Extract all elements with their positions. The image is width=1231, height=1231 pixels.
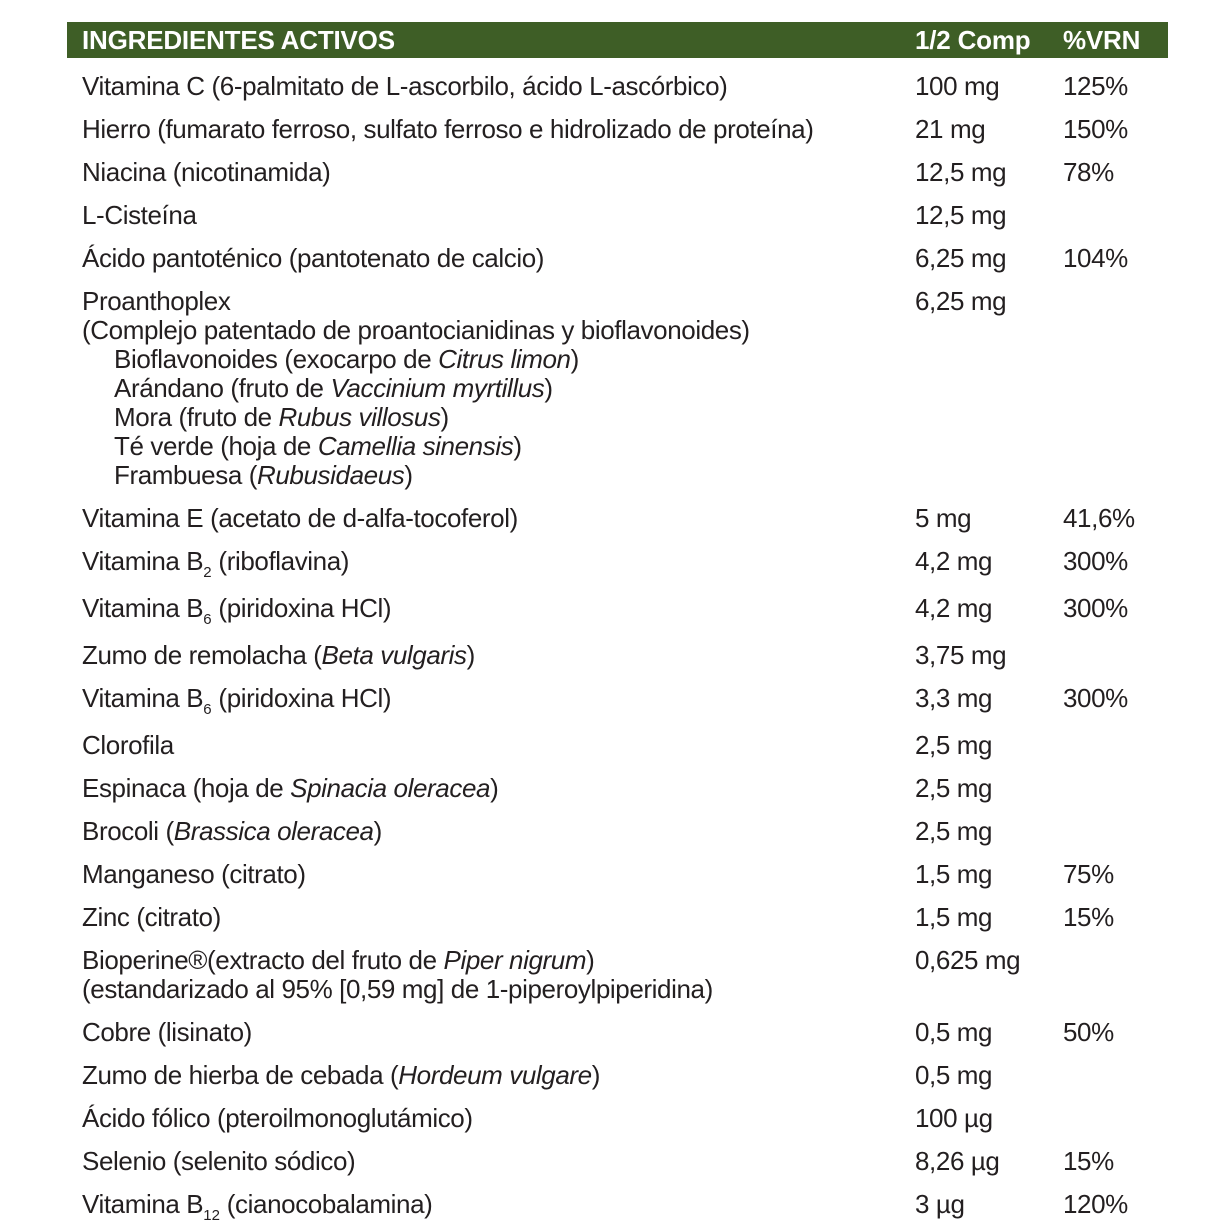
name-text: (riboflavina) <box>211 546 350 576</box>
vrn-cell: 300% <box>1063 546 1128 576</box>
latin-name: Spinacia oleracea <box>290 773 491 803</box>
amount-cell: 4,2 mg <box>915 593 993 623</box>
name-text: (piridoxina HCl) <box>211 593 392 623</box>
name-text: Té verde (hoja de <box>114 431 318 461</box>
table-row <box>67 1190 1168 1223</box>
table-row <box>67 641 1168 670</box>
name-line <box>82 244 915 273</box>
name-text: Manganeso (citrato) <box>82 859 306 889</box>
table-row <box>67 115 1168 144</box>
name-text: (piridoxina HCl) <box>211 683 392 713</box>
header-title: INGREDIENTES ACTIVOS <box>82 24 395 55</box>
latin-name: Citrus limon <box>438 344 571 374</box>
table-row <box>67 946 1168 1004</box>
ingredient-name <box>82 817 915 846</box>
name-text: ) <box>466 640 475 670</box>
amount-cell: 21 mg <box>915 114 986 144</box>
table-row <box>67 1147 1168 1176</box>
amount-cell: 2,5 mg <box>915 816 993 846</box>
name-text: Clorofila <box>82 730 174 760</box>
name-line <box>82 1147 915 1176</box>
name-line <box>82 774 915 803</box>
name-line <box>82 316 915 345</box>
vrn-cell: 41,6% <box>1063 503 1135 533</box>
name-line <box>82 731 915 760</box>
subscript: 2 <box>203 564 212 581</box>
ingredient-name <box>82 244 915 273</box>
amount-cell: 6,25 mg <box>915 243 1007 273</box>
vrn-cell: 78% <box>1063 157 1114 187</box>
name-text: (cianocobalamina) <box>219 1189 433 1219</box>
ingredient-name <box>82 946 915 1004</box>
name-line <box>82 903 915 932</box>
vrn-cell: 104% <box>1063 243 1128 273</box>
table-row <box>67 504 1168 533</box>
name-text: Vitamina B <box>82 546 204 576</box>
amount-cell: 6,25 mg <box>915 286 1007 316</box>
vrn-cell: 120% <box>1063 1189 1128 1219</box>
amount-cell: 1,5 mg <box>915 902 993 932</box>
vrn-cell: 300% <box>1063 593 1128 623</box>
name-text: Proanthoplex <box>82 286 231 316</box>
latin-name: Rubusidaeus <box>256 460 405 490</box>
subscript: 6 <box>203 611 212 628</box>
table-row <box>67 72 1168 101</box>
name-text: Selenio (selenito sódico) <box>82 1146 356 1176</box>
amount-cell: 100 mg <box>915 71 1000 101</box>
name-line <box>82 461 915 490</box>
table-row <box>67 1018 1168 1047</box>
name-line <box>82 374 915 403</box>
table-body <box>67 72 1168 1223</box>
name-line <box>82 287 915 316</box>
vrn-cell: 75% <box>1063 859 1114 889</box>
name-line <box>82 345 915 374</box>
vrn-cell: 150% <box>1063 114 1128 144</box>
name-text: Bioflavonoides (exocarpo de <box>114 344 439 374</box>
name-line <box>82 946 915 975</box>
ingredient-name <box>82 1147 915 1176</box>
vrn-cell: 125% <box>1063 71 1128 101</box>
name-text: Vitamina B <box>82 683 204 713</box>
table-row <box>67 860 1168 889</box>
table-row <box>67 1104 1168 1133</box>
amount-cell: 3,75 mg <box>915 640 1007 670</box>
amount-cell: 100 µg <box>915 1103 993 1133</box>
name-line <box>82 641 915 670</box>
name-text: Zinc (citrato) <box>82 902 221 932</box>
amount-cell: 5 mg <box>915 503 972 533</box>
table-row <box>67 158 1168 187</box>
name-line <box>82 1061 915 1090</box>
vrn-cell: 50% <box>1063 1017 1114 1047</box>
name-line <box>82 158 915 187</box>
amount-cell: 1,5 mg <box>915 859 993 889</box>
subscript: 12 <box>203 1207 220 1224</box>
ingredient-name <box>82 860 915 889</box>
name-text: ) <box>544 373 553 403</box>
table-row <box>67 731 1168 760</box>
table-row <box>67 684 1168 717</box>
vrn-cell: 300% <box>1063 683 1128 713</box>
name-text: Vitamina B <box>82 593 204 623</box>
name-line <box>82 547 915 580</box>
ingredient-name <box>82 287 915 490</box>
header-col-vrn: %VRN <box>1063 24 1141 55</box>
table-row <box>67 903 1168 932</box>
table-row <box>67 817 1168 846</box>
amount-cell: 4,2 mg <box>915 546 993 576</box>
name-text: Brocoli ( <box>82 816 174 846</box>
name-line <box>82 403 915 432</box>
name-text: Vitamina C (6-palmitato de L-ascorbilo, ácido L-ascórbico) <box>82 71 728 101</box>
latin-name: Beta vulgaris <box>321 640 467 670</box>
latin-name: Camellia sinensis <box>317 431 514 461</box>
name-text: ) <box>586 945 595 975</box>
name-text: Ácido fólico (pteroilmonoglutámico) <box>82 1103 473 1133</box>
name-text: ) <box>404 460 413 490</box>
name-text: (Complejo patentado de proantocianidinas y bioflavonoides) <box>82 315 750 345</box>
name-line <box>82 1018 915 1047</box>
amount-cell: 2,5 mg <box>915 730 993 760</box>
name-text: Mora (fruto de <box>114 402 279 432</box>
latin-name: Brassica oleracea <box>173 816 374 846</box>
header-col-amount: 1/2 Comp <box>915 24 1031 55</box>
ingredient-name <box>82 547 915 580</box>
name-text: (estandarizado al 95% [0,59 mg] de 1-piperoylpiperidina) <box>82 974 713 1004</box>
amount-cell: 8,26 µg <box>915 1146 1000 1176</box>
table-row <box>67 594 1168 627</box>
table-row <box>67 1061 1168 1090</box>
ingredient-name <box>82 594 915 627</box>
latin-name: Rubus villosus <box>278 402 441 432</box>
ingredient-name <box>82 1061 915 1090</box>
table-row <box>67 287 1168 490</box>
name-line <box>82 860 915 889</box>
name-text: Frambuesa ( <box>114 460 257 490</box>
ingredient-name <box>82 1104 915 1133</box>
name-text: Cobre (lisinato) <box>82 1017 252 1047</box>
latin-name: Hordeum vulgare <box>398 1060 592 1090</box>
ingredient-name <box>82 903 915 932</box>
amount-cell: 2,5 mg <box>915 773 993 803</box>
table-header <box>67 22 1168 58</box>
name-text: ) <box>373 816 382 846</box>
subscript: 6 <box>203 701 212 718</box>
amount-cell: 3,3 mg <box>915 683 993 713</box>
ingredient-name <box>82 684 915 717</box>
name-line <box>82 594 915 627</box>
ingredient-name <box>82 158 915 187</box>
name-text: Ácido pantoténico (pantotenato de calcio) <box>82 243 545 273</box>
name-line <box>82 1104 915 1133</box>
name-line <box>82 684 915 717</box>
name-text: Vitamina B <box>82 1189 204 1219</box>
ingredient-name <box>82 774 915 803</box>
table-row <box>67 547 1168 580</box>
ingredient-name <box>82 504 915 533</box>
name-line <box>82 504 915 533</box>
amount-cell: 3 µg <box>915 1189 965 1219</box>
amount-cell: 0,5 mg <box>915 1060 993 1090</box>
name-line <box>82 817 915 846</box>
name-text: L-Cisteína <box>82 200 197 230</box>
vrn-cell: 15% <box>1063 902 1114 932</box>
latin-name: Piper nigrum <box>443 945 587 975</box>
name-line <box>82 1190 915 1223</box>
table-row <box>67 201 1168 230</box>
name-line <box>82 72 915 101</box>
name-text: Zumo de hierba de cebada ( <box>82 1060 399 1090</box>
name-text: Zumo de remolacha ( <box>82 640 322 670</box>
name-line <box>82 115 915 144</box>
amount-cell: 12,5 mg <box>915 200 1007 230</box>
name-text: Bioperine®(extracto del fruto de <box>82 945 444 975</box>
name-text: Hierro (fumarato ferroso, sulfato ferroso e hidrolizado de proteína) <box>82 114 814 144</box>
ingredient-name <box>82 201 915 230</box>
name-text: ) <box>490 773 499 803</box>
name-text: Vitamina E (acetato de d-alfa-tocoferol) <box>82 503 518 533</box>
amount-cell: 12,5 mg <box>915 157 1007 187</box>
ingredient-name <box>82 1190 915 1223</box>
ingredients-table <box>67 22 1168 1223</box>
vrn-cell: 15% <box>1063 1146 1114 1176</box>
ingredient-name <box>82 115 915 144</box>
name-text: ) <box>570 344 579 374</box>
table-row <box>67 244 1168 273</box>
name-text: ) <box>513 431 522 461</box>
name-text: Espinaca (hoja de <box>82 773 291 803</box>
name-text: Niacina (nicotinamida) <box>82 157 331 187</box>
name-text: ) <box>440 402 449 432</box>
name-text: Arándano (fruto de <box>114 373 331 403</box>
amount-cell: 0,5 mg <box>915 1017 993 1047</box>
ingredient-name <box>82 72 915 101</box>
ingredient-name <box>82 1018 915 1047</box>
ingredient-name <box>82 731 915 760</box>
table-row <box>67 774 1168 803</box>
ingredient-name <box>82 641 915 670</box>
name-text: ) <box>591 1060 600 1090</box>
amount-cell: 0,625 mg <box>915 945 1021 975</box>
name-line <box>82 432 915 461</box>
name-line <box>82 975 915 1004</box>
name-line <box>82 201 915 230</box>
latin-name: Vaccinium myrtillus <box>330 373 545 403</box>
